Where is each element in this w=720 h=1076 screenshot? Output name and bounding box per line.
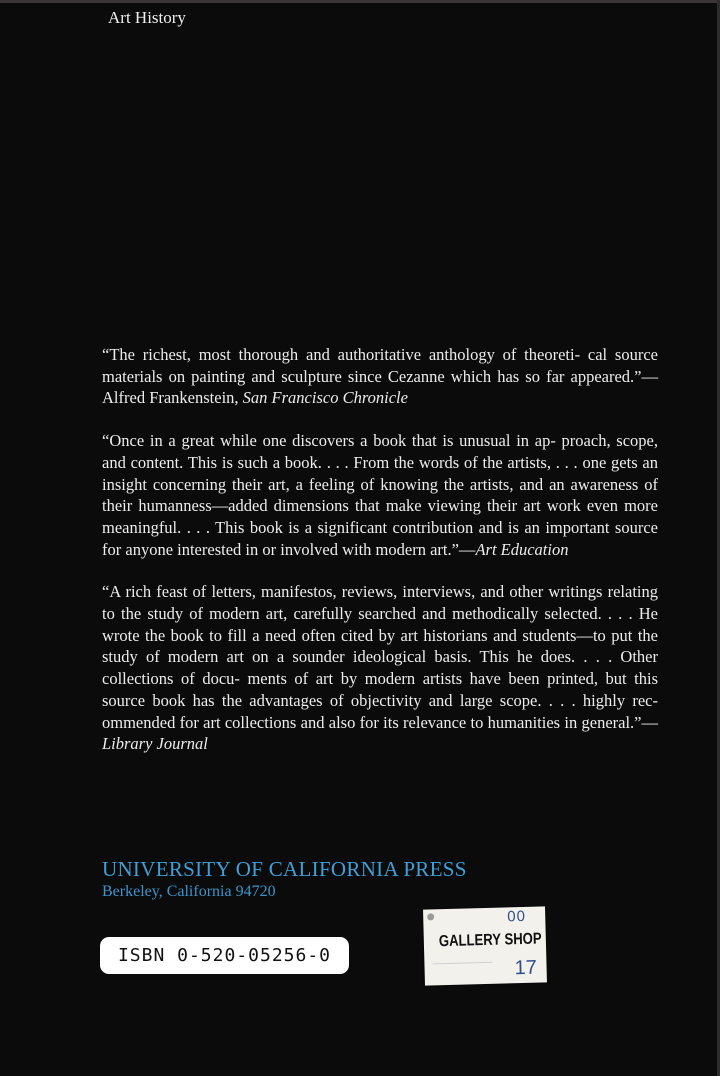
price-sticker bbox=[423, 906, 547, 985]
quote-source: Art Education bbox=[475, 539, 569, 559]
sticker-title: GALLERY SHOP bbox=[438, 930, 542, 951]
quote-text: “Once in a great while one discovers a book that is unusual in ap- proach, scope, and content. This is such a book. . . . From the words of the artists, . . . one gets an insight concerning their art, a feeling of knowing the artists, and an awareness of their humanness—added dimensions that make viewing their art work even more meaningful. . . . This book is a significant contribution and is an important source for anyone interested in or involved with modern art.”— bbox=[102, 431, 658, 559]
cover-edge-top bbox=[0, 0, 720, 3]
section-label: Art History bbox=[108, 8, 186, 27]
isbn-label bbox=[100, 937, 349, 974]
sticker-divider bbox=[432, 962, 492, 965]
sticker-top-text: 00 bbox=[507, 907, 527, 926]
sticker-bottom-text: 17 bbox=[514, 956, 538, 980]
publisher-block bbox=[102, 857, 467, 902]
review-quote bbox=[102, 581, 658, 755]
isbn-number: ISBN 0-520-05256-0 bbox=[117, 945, 332, 966]
quote-text: “A rich feast of letters, manifestos, reviews, interviews, and other writings relating to the study of modern art, carefully searched and methodically selected. . . . He wrote the book to fill a need often cited by art historians and students—to put the study of modern art on a sounder ideological basis. This he does. . . . Other collections of docu- ments of art by modern artists have been printed, but this source book has the advantages of objectivity and large scope. . . . highly rec- ommended for art collections and also for its relevance to humanities in general.”— bbox=[102, 582, 658, 732]
review-quotes bbox=[102, 344, 658, 776]
review-quote bbox=[102, 430, 658, 560]
sticker-punch-icon bbox=[427, 913, 434, 920]
publisher-address: Berkeley, California 94720 bbox=[102, 883, 276, 900]
review-quote bbox=[102, 344, 658, 409]
quote-source: San Francisco Chronicle bbox=[242, 388, 408, 408]
publisher-name: UNIVERSITY OF CALIFORNIA PRESS bbox=[102, 857, 467, 881]
quote-text: “The richest, most thorough and authoritative anthology of theoreti- cal source materials on painting and sculpture since Cezanne which has so far appeared.”—Alfred Frankenstein, bbox=[102, 345, 658, 408]
quote-source: Library Journal bbox=[102, 734, 208, 754]
